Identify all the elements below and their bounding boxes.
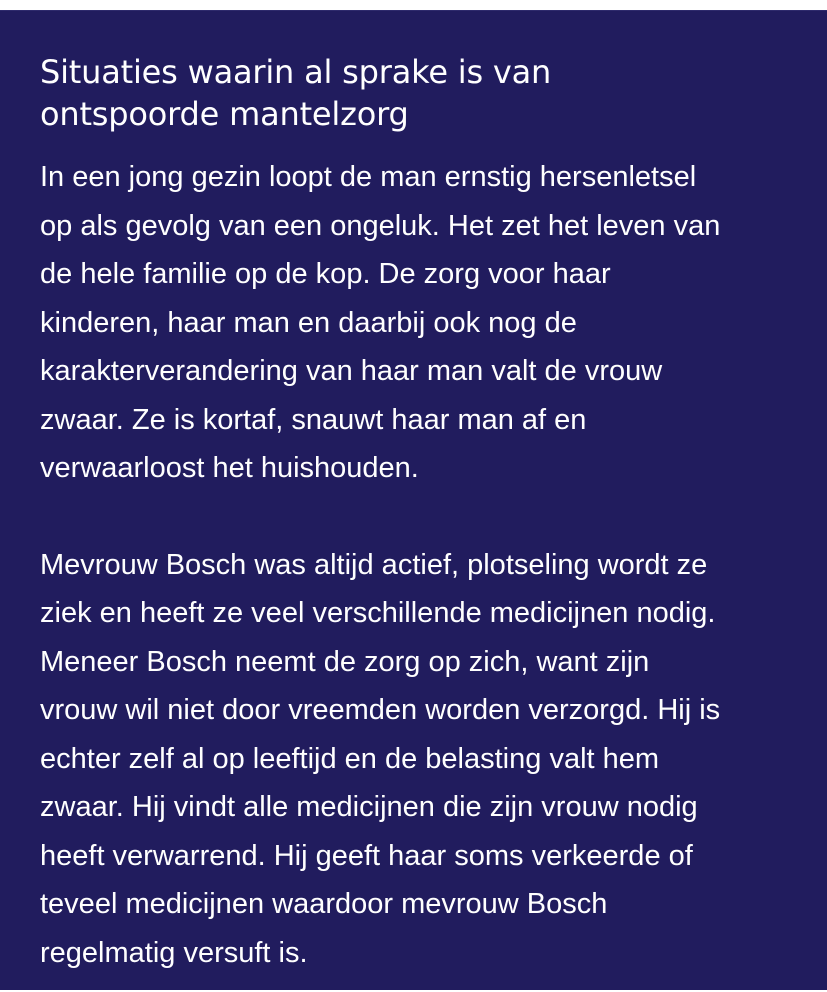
paragraph-mevrouw-bosch: Mevrouw Bosch was altijd actief, plotseling wordt ze ziek en heeft ze veel verschillende medicijnen nodig. Meneer Bosch neemt de zorg op zich, want zijn vrouw wil niet door vreemden worden verzorgd. Hij is echter zelf al op leeftijd en de belasting valt hem zwaar. Hij vindt alle medicijnen die zijn vrouw nodig heeft verwarrend. Hij geeft haar soms verkeerde of teveel medicijnen waardoor mevrouw Bosch regelmatig versuft is.: [40, 548, 721, 969]
page-title: Situaties waarin al sprake is van ontspoorde mantelzorg: [40, 53, 552, 133]
document-body: [40, 153, 810, 977]
document-panel: [0, 10, 827, 990]
paragraph-spacer: [40, 493, 810, 541]
paragraph-brain-injury: In een jong gezin loopt de man ernstig hersenletsel op als gevolg van een ongeluk. Het zet het leven van de hele familie op de kop. De zorg voor haar kinderen, haar man en daarbij ook nog de karakterverandering van haar man valt de vrouw zwaar. Ze is kortaf, snauwt haar man af en verwaarloost het huishouden.: [40, 161, 721, 484]
